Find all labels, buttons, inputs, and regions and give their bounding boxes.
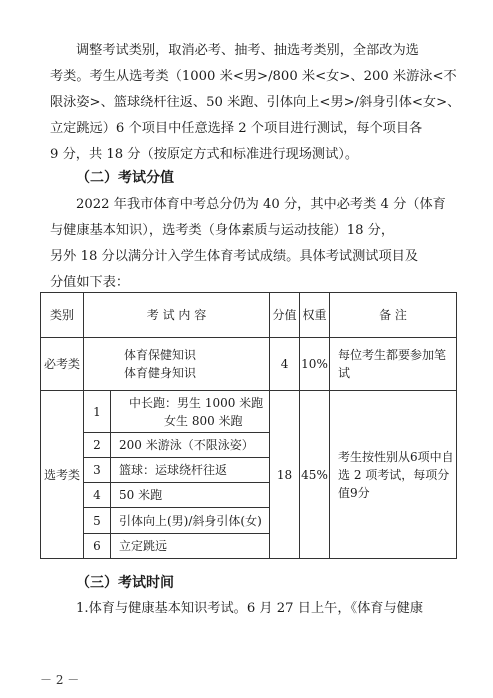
required-item: 体育保健知识 <box>124 348 197 362</box>
text-line: 考类。考生从选考类（1000 米<男>/800 米<女>、200 米游泳<不 <box>50 69 457 84</box>
text-line: 9 分，共 18 分（按原定方式和标准进行现场测试）。 <box>50 147 359 162</box>
page-number: － 2 － <box>40 673 80 687</box>
header-weight: 权重 <box>300 293 330 338</box>
required-weight: 10% <box>300 338 330 391</box>
intro-paragraph <box>50 38 461 168</box>
item-content: 50 米跑 <box>111 483 270 508</box>
item-line: 中长跑：男生 1000 米跑 <box>129 395 264 410</box>
header-content: 考 试 内 容 <box>84 293 270 338</box>
text-line: 2022 年我市体育中考总分仍为 40 分，其中必考类 4 分（体育 <box>76 197 446 212</box>
elective-remark: 考生按性别从6项中自选 2 项考试，每项分值9分 <box>330 391 457 559</box>
text-line: 限泳姿>、篮球绕杆往返、50 米跑、引体向上<男>/斜身引体<女>、 <box>50 95 461 110</box>
table-row <box>41 391 457 433</box>
header-score: 分值 <box>270 293 300 338</box>
item-number: 3 <box>84 458 111 483</box>
required-category: 必考类 <box>41 338 84 391</box>
section-heading-score: （二）考试分值 <box>76 170 174 186</box>
required-items <box>84 338 270 391</box>
table-header-row <box>41 293 457 338</box>
item-content <box>111 391 270 433</box>
item-content: 立定跳远 <box>111 534 270 559</box>
item-content: 篮球：运球绕杆往返 <box>111 458 270 483</box>
required-remark: 每位考生都要参加笔试 <box>330 338 457 391</box>
text-line: 另外 18 分以满分计入学生体育考试成绩。具体考试测试项目及 <box>50 249 419 264</box>
section-heading-time: （三）考试时间 <box>76 575 174 591</box>
text-line: 与健康基本知识），选考类（身体素质与运动技能）18 分， <box>50 223 395 238</box>
required-score: 4 <box>270 338 300 391</box>
item-number: 2 <box>84 433 111 458</box>
text-line: 分值如下表： <box>50 275 130 290</box>
item-number: 4 <box>84 483 111 508</box>
elective-score: 18 <box>270 391 300 559</box>
item-content: 200 米游泳（不限泳姿） <box>111 433 270 458</box>
header-remark: 备 注 <box>330 293 457 338</box>
item-number: 6 <box>84 534 111 559</box>
table-row-required <box>41 338 457 391</box>
required-item: 体育健身知识 <box>124 366 197 380</box>
time-paragraph <box>50 596 455 622</box>
exam-items-table <box>40 292 457 559</box>
elective-category: 选考类 <box>41 391 84 559</box>
item-content: 引体向上(男)/斜身引体(女) <box>111 508 270 534</box>
item-number: 1 <box>84 391 111 433</box>
item-number: 5 <box>84 508 111 534</box>
score-paragraph <box>50 192 455 296</box>
item-line: 女生 800 米跑 <box>164 413 243 428</box>
elective-weight: 45% <box>300 391 330 559</box>
text-line: 调整考试类别，取消必考、抽考、抽选考类别，全部改为选 <box>76 43 419 58</box>
header-category: 类别 <box>41 293 84 338</box>
text-line: 立定跳远）6 个项目中任意选择 2 个项目进行测试，每个项目各 <box>50 121 423 136</box>
text-line: 1.体育与健康基本知识考试。6 月 27 日上午，《体育与健康 <box>76 601 424 616</box>
